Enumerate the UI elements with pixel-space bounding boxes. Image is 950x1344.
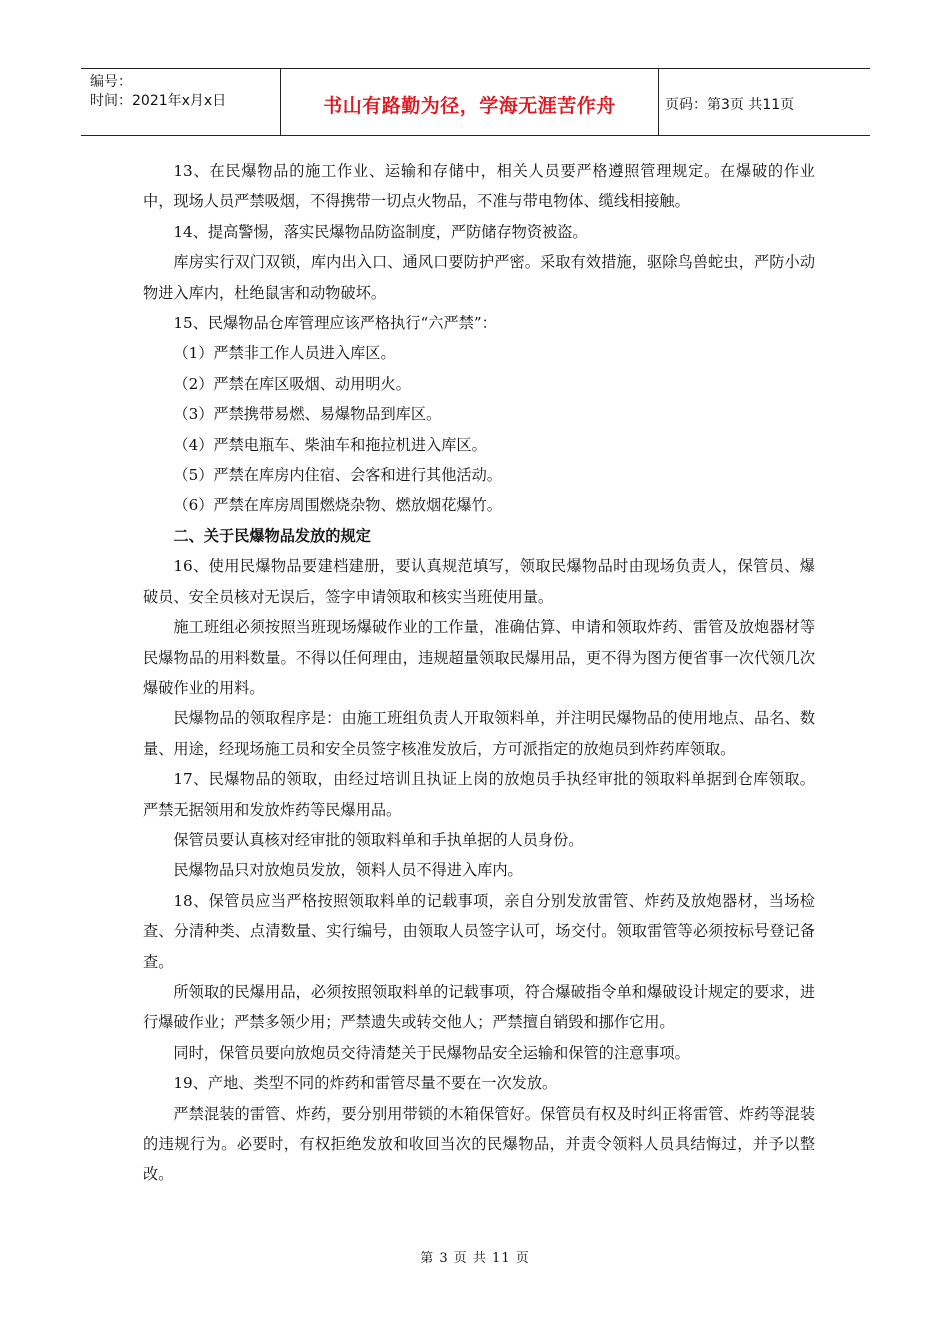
paragraph: 19、产地、类型不同的炸药和雷管尽量不要在一次发放。 <box>173 1074 558 1093</box>
paragraph: 施工班组必须按照当班现场爆破作业的工作量，准确估算、申请和领取炸药、雷管及放炮器材等民爆物品的用料数量。不得以任何理由，违规超量领取民爆用品，更不得为图方便省事一次代领几次爆破作业的用料。 <box>143 618 815 697</box>
paragraph: 保管员要认真核对经审批的领取料单和手执单据的人员身份。 <box>173 830 584 849</box>
section-heading: 二、关于民爆物品发放的规定 <box>173 526 371 545</box>
paragraph: 13、在民爆物品的施工作业、运输和存储中，相关人员要严格遵照管理规定。在爆破的作业中，现场人员严禁吸烟，不得携带一切点火物品，不准与带电物体、缆线相接触。 <box>143 162 815 211</box>
list-item: （3）严禁携带易燃、易爆物品到库区。 <box>173 405 442 424</box>
paragraph: 14、提高警惕，落实民爆物品防盗制度，严防储存物资被盗。 <box>173 222 588 241</box>
paragraph: 库房实行双门双锁，库内出入口、通风口要防护严密。采取有效措施，驱除鸟兽蛇虫，严防小动物进入库内，杜绝鼠害和动物破坏。 <box>143 253 815 302</box>
list-item: （2）严禁在库区吸烟、动用明火。 <box>173 374 411 393</box>
page-footer: 第 3 页 共 11 页 <box>420 1251 530 1266</box>
header-page-info: 页码：第3页 共11页 <box>665 97 795 113</box>
paragraph: 民爆物品的领取程序是：由施工班组负责人开取领料单，并注明民爆物品的使用地点、品名、数量、用途，经现场施工员和安全员签字核准发放后，方可派指定的放炮员到炸药库领取。 <box>143 709 815 758</box>
date-label: 时间：2021年x月x日 <box>90 93 227 109</box>
page-header <box>81 68 870 136</box>
paragraph: 15、民爆物品仓库管理应该严格执行“六严禁”： <box>173 314 497 333</box>
paragraph: 16、使用民爆物品要建档建册，要认真规范填写，领取民爆物品时由现场负责人，保管员、爆破员、安全员核对无误后，签字申请领取和核实当班使用量。 <box>143 557 815 606</box>
list-item: （4）严禁电瓶车、柴油车和拖拉机进入库区。 <box>173 435 487 454</box>
paragraph: 严禁混装的雷管、炸药，要分别用带锁的木箱保管好。保管员有权及时纠正将雷管、炸药等混装的违规行为。必要时，有权拒绝发放和收回当次的民爆物品，并责令领料人员具结悔过，并予以整改。 <box>143 1104 815 1184</box>
serial-label: 编号： <box>90 74 132 90</box>
header-meta <box>81 69 281 135</box>
list-item: （5）严禁在库房内住宿、会客和进行其他活动。 <box>173 466 502 485</box>
paragraph: 同时，保管员要向放炮员交待清楚关于民爆物品安全运输和保管的注意事项。 <box>173 1043 690 1062</box>
paragraph: 所领取的民爆用品，必须按照领取料单的记载事项，符合爆破指令单和爆破设计规定的要求，进行爆破作业；严禁多领少用；严禁遗失或转交他人；严禁擅自销毁和挪作它用。 <box>143 982 815 1032</box>
list-item: （6）严禁在库房周围燃烧杂物、燃放烟花爆竹。 <box>173 496 502 515</box>
header-motto: 书山有路勤为径，学海无涯苦作舟 <box>281 69 659 135</box>
document-body <box>143 156 815 1190</box>
paragraph: 民爆物品只对放炮员发放，领料人员不得进入库内。 <box>173 861 523 880</box>
paragraph: 17、民爆物品的领取，由经过培训且执证上岗的放炮员手执经审批的领取料单据到仓库领取。严禁无据领用和发放炸药等民爆用品。 <box>143 770 815 819</box>
list-item: （1）严禁非工作人员进入库区。 <box>173 344 396 363</box>
paragraph: 18、保管员应当严格按照领取料单的记载事项，亲自分别发放雷管、炸药及放炮器材，当场检查、分清种类、点清数量、实行编号，由领取人员签字认可，场交付。领取雷管等必须按标号登记备查。 <box>143 891 815 971</box>
